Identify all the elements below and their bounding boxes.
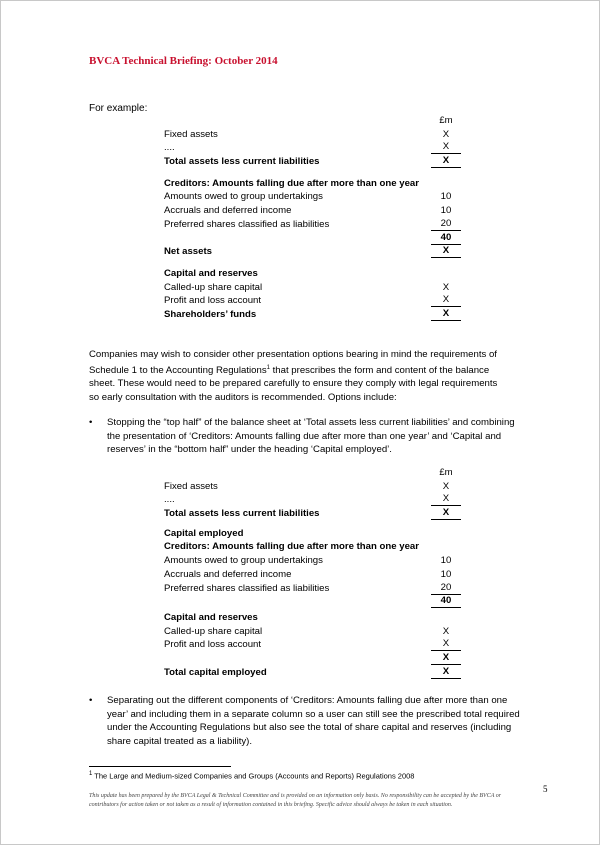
subtotal-value: 40 [431,232,461,245]
disclaimer-text: This update has been prepared by the BVCA Legal & Technical Committee and is provided on an information only basis. No responsibility can be accepted by the BVCA or contributors for action taken or not taken as a result of information contained in this briefing. Specific advice should always be taken in each situation. [89,793,502,808]
subtotal-value: X [431,652,461,665]
row-value: 10 [440,191,452,203]
row-label: Shareholders’ funds [164,308,257,320]
row-label: Fixed assets [164,480,218,492]
footnote [89,771,414,781]
row-label: Fixed assets [164,128,218,140]
row-label: Creditors: Amounts falling due after more than one year [164,177,419,189]
row-value: X [431,638,461,651]
footnote-ref[interactable]: 1 [266,364,270,371]
paragraph-text: that prescribes the form and content of the balance [269,364,490,376]
row-value: X [431,666,461,679]
row-label: Called-up share capital [164,281,263,293]
row-value: X [442,480,450,492]
row-label: Net assets [164,246,212,258]
row-label: Total capital employed [164,666,267,678]
row-label: Amounts owed to group undertakings [164,555,323,567]
row-label: Preferred shares classified as liabilities [164,582,330,594]
row-label: .... [164,494,175,506]
row-value: 10 [440,568,452,580]
row-label: Accruals and deferred income [164,568,292,580]
balance-sheet-example-2 [164,466,464,679]
row-value: 10 [440,555,452,567]
balance-sheet-example-1 [164,114,464,322]
row-label: Capital and reserves [164,611,258,623]
row-label: Profit and loss account [164,639,262,651]
unit-header: £m [439,115,453,126]
row-value: 20 [431,582,461,595]
row-label: Called-up share capital [164,625,263,637]
row-value: X [431,507,461,520]
row-value: X [431,245,461,258]
paragraph-text: Schedule 1 to the Accounting Regulations [89,364,267,376]
row-value: 10 [440,205,452,217]
row-value: X [431,141,461,154]
paragraph-line [89,362,531,378]
row-value: X [431,294,461,307]
paragraph-line: Companies may wish to consider other presentation options bearing in mind the requirements of [89,349,497,360]
row-label: .... [164,142,175,154]
row-label: Profit and loss account [164,295,262,307]
page-number: 5 [543,784,548,794]
row-label: Preferred shares classified as liabilities [164,218,330,230]
briefing-header: BVCA Technical Briefing: October 2014 [89,55,278,67]
row-label: Total assets less current liabilities [164,508,320,520]
bullet-dot: • [89,417,93,428]
body-paragraph [89,348,531,405]
row-value: X [442,281,450,293]
subtotal-value: 40 [431,595,461,608]
row-value: X [442,625,450,637]
footnote-number: 1 [89,771,93,777]
row-label: Accruals and deferred income [164,205,292,217]
footnote-text: The Large and Medium-sized Companies and Groups (Accounts and Reports) Regulations 2008 [92,771,415,781]
paragraph-line: sheet. These would need to be prepared carefully to ensure they comply with legal requirements [89,378,498,390]
row-label: Amounts owed to group undertakings [164,191,323,203]
row-label: Total assets less current liabilities [164,156,320,168]
footnote-divider [89,766,231,767]
row-value: X [431,155,461,168]
row-value: X [431,493,461,506]
bullet-text: Stopping the “top half” of the balance sheet at ‘Total assets less current liabilities’ and combining the presentation of ‘Creditors: Amounts falling due after more than one year’ and ‘Capital and reserves’ in the “bottom half” under the heading ‘Capital employed’. [107,417,515,456]
intro-text: For example: [89,103,148,114]
row-value: X [442,128,450,140]
row-label: Capital employed [164,527,244,539]
unit-header: £m [439,467,453,478]
row-value: X [431,308,461,321]
row-value: 20 [431,218,461,231]
row-label: Creditors: Amounts falling due after more than one year [164,541,419,553]
paragraph-line: so early consultation with the auditors is recommended. Options include: [89,391,397,403]
bullet-dot: • [89,695,93,706]
row-label: Capital and reserves [164,267,258,279]
bullet-text: Separating out the different components of ‘Creditors: Amounts falling due after more than one year’ and including them in a separate column so a user can still see the prescribed total required under the Accounting Regulations but also see the total of share capital and reserves (including share capital treated as a liability). [107,695,520,747]
